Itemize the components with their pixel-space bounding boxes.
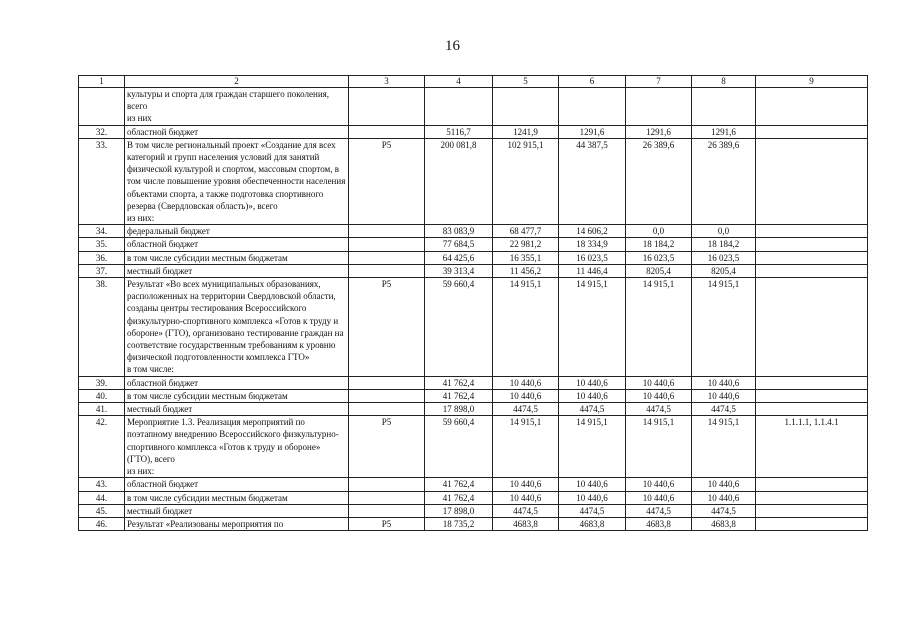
row-number: 39. xyxy=(79,376,125,389)
row-year-value: 4474,5 xyxy=(493,403,559,416)
table-row xyxy=(79,403,868,416)
row-year-value: 10 440,6 xyxy=(559,376,626,389)
row-number: 40. xyxy=(79,389,125,402)
column-header: 8 xyxy=(692,76,756,88)
row-number: 33. xyxy=(79,138,125,224)
row-year-value: 1291,6 xyxy=(626,125,692,138)
row-source-code xyxy=(349,403,425,416)
row-source-code xyxy=(349,238,425,251)
row-year-value: 10 440,6 xyxy=(692,491,756,504)
row-target-numbers xyxy=(756,88,868,126)
row-year-value: 22 981,2 xyxy=(493,238,559,251)
row-year-value: 14 915,1 xyxy=(692,416,756,478)
table-row xyxy=(79,238,868,251)
row-name: В том числе региональный проект «Создание для всех категорий и групп населения условий для занятий физической культурой и спортом, массовым спортом, в том числе повышение уровня обеспеченности населения объектами спорта, а также подготовка спортивного резерва (Свердловская область)», всего из них: xyxy=(125,138,349,224)
column-header: 4 xyxy=(425,76,493,88)
row-year-value: 10 440,6 xyxy=(493,389,559,402)
row-year-value xyxy=(626,88,692,126)
row-year-value: 14 606,2 xyxy=(559,225,626,238)
table-row xyxy=(79,416,868,478)
row-year-value: 14 915,1 xyxy=(493,278,559,377)
row-year-value: 4474,5 xyxy=(626,504,692,517)
table-row xyxy=(79,225,868,238)
row-target-numbers xyxy=(756,225,868,238)
row-target-numbers xyxy=(756,238,868,251)
row-year-value: 18 184,2 xyxy=(626,238,692,251)
row-total-value: 41 762,4 xyxy=(425,491,493,504)
row-number: 43. xyxy=(79,478,125,491)
row-total-value: 41 762,4 xyxy=(425,478,493,491)
row-year-value: 14 915,1 xyxy=(559,278,626,377)
row-year-value: 4474,5 xyxy=(626,403,692,416)
row-year-value: 4683,8 xyxy=(559,517,626,530)
row-year-value: 10 440,6 xyxy=(559,491,626,504)
row-year-value: 68 477,7 xyxy=(493,225,559,238)
row-source-code xyxy=(349,88,425,126)
row-year-value: 4474,5 xyxy=(493,504,559,517)
table-body xyxy=(79,88,868,531)
row-total-value: 59 660,4 xyxy=(425,416,493,478)
table-row xyxy=(79,376,868,389)
row-target-numbers xyxy=(756,478,868,491)
row-total-value: 17 898,0 xyxy=(425,403,493,416)
row-total-value: 200 081,8 xyxy=(425,138,493,224)
row-year-value: 10 440,6 xyxy=(559,389,626,402)
row-year-value: 1291,6 xyxy=(559,125,626,138)
row-year-value: 44 387,5 xyxy=(559,138,626,224)
row-source-code xyxy=(349,125,425,138)
row-number: 32. xyxy=(79,125,125,138)
budget-table xyxy=(78,75,868,531)
row-year-value: 4683,8 xyxy=(692,517,756,530)
row-total-value: 77 684,5 xyxy=(425,238,493,251)
column-header: 1 xyxy=(79,76,125,88)
row-number xyxy=(79,88,125,126)
row-year-value: 4683,8 xyxy=(626,517,692,530)
row-year-value: 10 440,6 xyxy=(626,376,692,389)
row-name: областной бюджет xyxy=(125,478,349,491)
row-year-value: 14 915,1 xyxy=(626,278,692,377)
row-year-value: 10 440,6 xyxy=(626,491,692,504)
row-total-value: 41 762,4 xyxy=(425,376,493,389)
row-year-value: 4474,5 xyxy=(692,403,756,416)
row-target-numbers xyxy=(756,389,868,402)
row-source-code xyxy=(349,389,425,402)
row-year-value: 26 389,6 xyxy=(692,138,756,224)
table-row xyxy=(79,491,868,504)
row-year-value: 18 184,2 xyxy=(692,238,756,251)
row-year-value: 4474,5 xyxy=(559,504,626,517)
row-year-value: 11 456,2 xyxy=(493,264,559,277)
row-number: 35. xyxy=(79,238,125,251)
row-year-value xyxy=(493,88,559,126)
row-total-value: 64 425,6 xyxy=(425,251,493,264)
row-source-code: Р5 xyxy=(349,138,425,224)
table-row xyxy=(79,517,868,530)
row-year-value: 16 023,5 xyxy=(692,251,756,264)
row-year-value: 10 440,6 xyxy=(493,478,559,491)
row-year-value: 8205,4 xyxy=(692,264,756,277)
row-name: в том числе субсидии местным бюджетам xyxy=(125,251,349,264)
row-name: в том числе субсидии местным бюджетам xyxy=(125,389,349,402)
row-source-code: Р5 xyxy=(349,416,425,478)
row-total-value xyxy=(425,88,493,126)
row-total-value: 17 898,0 xyxy=(425,504,493,517)
table-header-row xyxy=(79,76,868,88)
row-year-value: 18 334,9 xyxy=(559,238,626,251)
row-name: федеральный бюджет xyxy=(125,225,349,238)
column-header: 2 xyxy=(125,76,349,88)
row-total-value: 18 735,2 xyxy=(425,517,493,530)
row-year-value: 4683,8 xyxy=(493,517,559,530)
row-year-value: 10 440,6 xyxy=(692,389,756,402)
row-year-value: 14 915,1 xyxy=(493,416,559,478)
row-year-value: 0,0 xyxy=(626,225,692,238)
row-year-value: 10 440,6 xyxy=(559,478,626,491)
row-year-value xyxy=(692,88,756,126)
table-row xyxy=(79,478,868,491)
table-row xyxy=(79,504,868,517)
table-row xyxy=(79,88,868,126)
row-source-code xyxy=(349,264,425,277)
table-row xyxy=(79,389,868,402)
row-number: 42. xyxy=(79,416,125,478)
row-target-numbers xyxy=(756,125,868,138)
row-name: местный бюджет xyxy=(125,504,349,517)
row-total-value: 5116,7 xyxy=(425,125,493,138)
row-name: Мероприятие 1.3. Реализация мероприятий по поэтапному внедрению Всероссийского физкультурно-спортивного комплекса «Готов к труду и обороне» (ГТО), всего из них: xyxy=(125,416,349,478)
row-year-value: 10 440,6 xyxy=(626,478,692,491)
row-number: 37. xyxy=(79,264,125,277)
column-header: 6 xyxy=(559,76,626,88)
row-year-value xyxy=(559,88,626,126)
row-total-value: 41 762,4 xyxy=(425,389,493,402)
row-number: 46. xyxy=(79,517,125,530)
row-target-numbers xyxy=(756,403,868,416)
row-source-code xyxy=(349,504,425,517)
row-name: культуры и спорта для граждан старшего поколения, всего из них xyxy=(125,88,349,126)
row-total-value: 39 313,4 xyxy=(425,264,493,277)
table-row xyxy=(79,264,868,277)
row-year-value: 14 915,1 xyxy=(559,416,626,478)
row-year-value: 14 915,1 xyxy=(692,278,756,377)
row-target-numbers: 1.1.1.1, 1.1.4.1 xyxy=(756,416,868,478)
row-source-code xyxy=(349,225,425,238)
row-source-code xyxy=(349,251,425,264)
row-number: 45. xyxy=(79,504,125,517)
row-year-value: 4474,5 xyxy=(692,504,756,517)
page-number: 16 xyxy=(445,38,460,54)
row-target-numbers xyxy=(756,278,868,377)
row-total-value: 83 083,9 xyxy=(425,225,493,238)
row-name: Результат «Во всех муниципальных образованиях, расположенных на территории Свердловской области, созданы центры тестирования Всероссийского физкультурно-спортивного комплекса «Готов к труду и обороне» (ГТО), организовано тестирование граждан на соответствие государственным требованиям к уровню физической подготовленности комплекса ГТО» в том числе: xyxy=(125,278,349,377)
row-number: 34. xyxy=(79,225,125,238)
row-year-value: 1241,9 xyxy=(493,125,559,138)
row-target-numbers xyxy=(756,517,868,530)
row-year-value: 1291,6 xyxy=(692,125,756,138)
row-year-value: 10 440,6 xyxy=(626,389,692,402)
row-year-value: 14 915,1 xyxy=(626,416,692,478)
table-row xyxy=(79,125,868,138)
row-year-value: 11 446,4 xyxy=(559,264,626,277)
row-number: 44. xyxy=(79,491,125,504)
row-name: в том числе субсидии местным бюджетам xyxy=(125,491,349,504)
table-row xyxy=(79,251,868,264)
row-name: областной бюджет xyxy=(125,376,349,389)
row-year-value: 102 915,1 xyxy=(493,138,559,224)
column-header: 5 xyxy=(493,76,559,88)
row-target-numbers xyxy=(756,251,868,264)
row-target-numbers xyxy=(756,138,868,224)
row-number: 38. xyxy=(79,278,125,377)
row-year-value: 10 440,6 xyxy=(692,478,756,491)
row-year-value: 16 023,5 xyxy=(626,251,692,264)
row-total-value: 59 660,4 xyxy=(425,278,493,377)
row-target-numbers xyxy=(756,491,868,504)
row-year-value: 4474,5 xyxy=(559,403,626,416)
row-year-value: 10 440,6 xyxy=(493,376,559,389)
row-year-value: 8205,4 xyxy=(626,264,692,277)
column-header: 7 xyxy=(626,76,692,88)
row-source-code: Р5 xyxy=(349,517,425,530)
table-row xyxy=(79,278,868,377)
row-year-value: 16 023,5 xyxy=(559,251,626,264)
row-number: 36. xyxy=(79,251,125,264)
column-header: 3 xyxy=(349,76,425,88)
row-name: местный бюджет xyxy=(125,264,349,277)
row-name: местный бюджет xyxy=(125,403,349,416)
row-name: Результат «Реализованы мероприятия по xyxy=(125,517,349,530)
row-source-code xyxy=(349,478,425,491)
row-target-numbers xyxy=(756,504,868,517)
row-year-value: 26 389,6 xyxy=(626,138,692,224)
row-year-value: 16 355,1 xyxy=(493,251,559,264)
row-name: областной бюджет xyxy=(125,238,349,251)
row-number: 41. xyxy=(79,403,125,416)
row-source-code: Р5 xyxy=(349,278,425,377)
row-target-numbers xyxy=(756,376,868,389)
row-source-code xyxy=(349,376,425,389)
row-name: областной бюджет xyxy=(125,125,349,138)
table-row xyxy=(79,138,868,224)
row-year-value: 0,0 xyxy=(692,225,756,238)
column-header: 9 xyxy=(756,76,868,88)
row-target-numbers xyxy=(756,264,868,277)
row-source-code xyxy=(349,491,425,504)
row-year-value: 10 440,6 xyxy=(692,376,756,389)
row-year-value: 10 440,6 xyxy=(493,491,559,504)
